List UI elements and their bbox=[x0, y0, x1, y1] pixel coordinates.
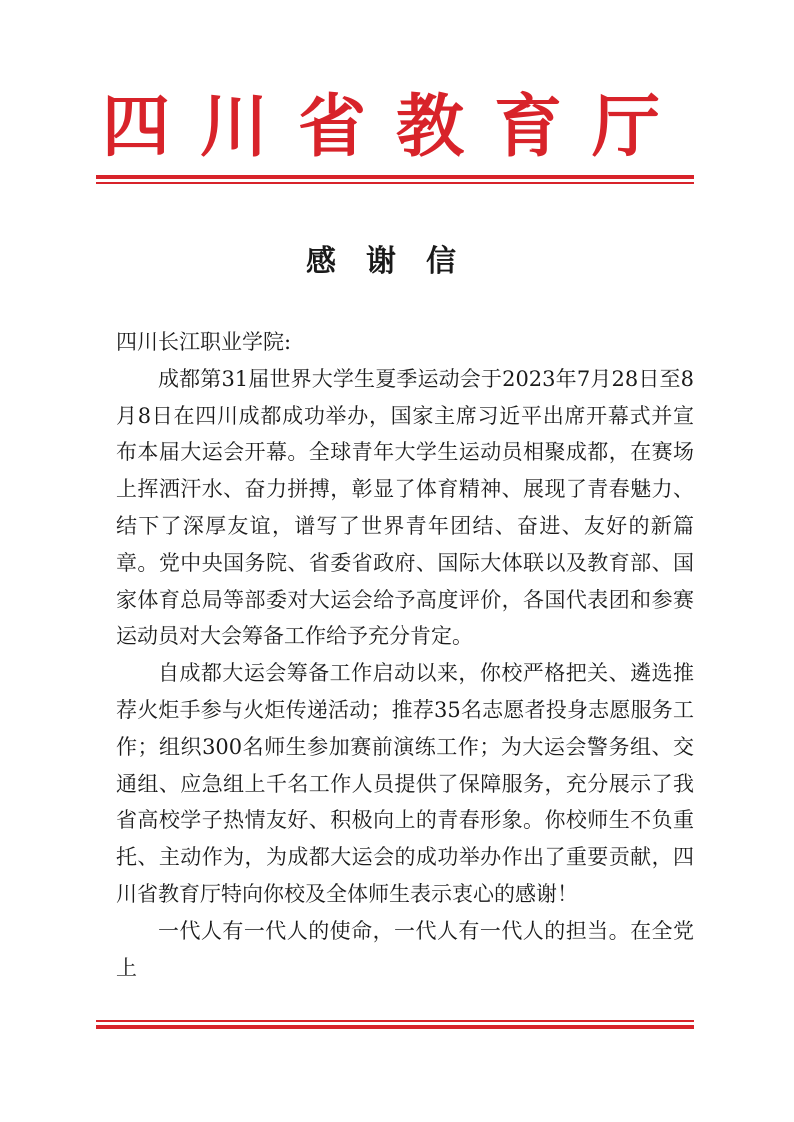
letter-paragraph-2: 自成都大运会筹备工作启动以来，你校严格把关、遴选推荐火炬手参与火炬传递活动；推荐35名志愿者投身志愿服务工作；组织300名师生参加赛前演练工作；为大运会警务组、交通组、应急组上千名工作人员提供了保障服务，充分展示了我省高校学子热情友好、积极向上的青春形象。你校师生不负重托、主动作为，为成都大运会的成功举办作出了重要贡献，四川省教育厅特向你校及全体师生表示衷心的感谢！ bbox=[116, 661, 694, 906]
masthead-divider bbox=[96, 175, 694, 184]
masthead-org-name: 四川省教育厅 bbox=[101, 88, 690, 167]
letter-paragraph-3: 一代人有一代人的使命，一代人有一代人的担当。在全党上 bbox=[116, 918, 694, 980]
letter-title: 感谢信 bbox=[306, 244, 486, 279]
letter-body bbox=[116, 324, 694, 986]
letter-paragraph-1: 成都第31届世界大学生夏季运动会于2023年7月28日至8月8日在四川成都成功举办，国家主席习近平出席开幕式并宣布本届大运会开幕。全球青年大学生运动员相聚成都，在赛场上挥洒汗水、奋力拼搏，彰显了体育精神、展现了青春魅力、结下了深厚友谊，谱写了世界青年团结、奋进、友好的新篇章。党中央国务院、省委省政府、国际大体联以及教育部、国家体育总局等部委对大运会给予高度评价，各国代表团和参赛运动员对大会筹备工作给予充分肯定。 bbox=[116, 366, 694, 649]
footer-divider bbox=[96, 1020, 694, 1029]
letter-salutation: 四川长江职业学院: bbox=[116, 330, 292, 354]
